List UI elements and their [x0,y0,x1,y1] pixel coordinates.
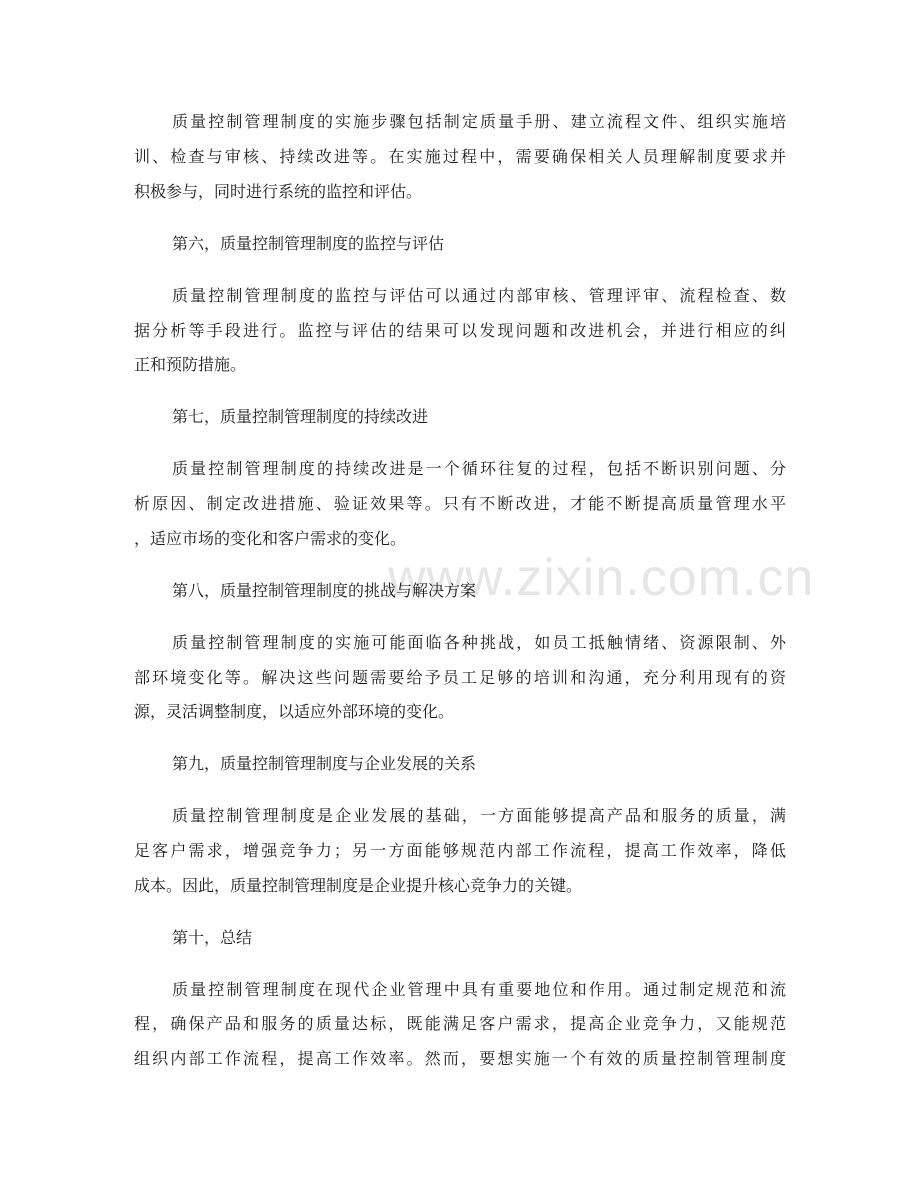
section-heading: 第七，质量控制管理制度的持续改进 [172,407,429,426]
paragraph-line: 足客户需求，增强竞争力；另一方面能够规范内部工作流程，提高工作效率，降低 [134,841,789,860]
paragraph-line: 析原因、制定改进措施、验证效果等。只有不断改进，才能不断提高质量管理水平 [134,494,789,513]
paragraph-line: 质量控制管理制度的监控与评估可以通过内部审核、管理评审、流程检查、数 [172,286,789,305]
paragraph-line: 质量控制管理制度在现代企业管理中具有重要地位和作用。通过制定规范和流 [172,980,789,999]
paragraph-line: 部环境变化等。解决这些问题需要给予员工足够的培训和沟通，充分利用现有的资 [134,668,789,687]
paragraph-line: 正和预防措施。 [134,355,247,374]
paragraph-line: 质量控制管理制度的实施步骤包括制定质量手册、建立流程文件、组织实施培 [172,112,789,131]
paragraph-line: 质量控制管理制度的实施可能面临各种挑战，如员工抵触情绪、资源限制、外 [172,633,789,652]
section-heading: 第十，总结 [172,928,253,947]
section-heading: 第八，质量控制管理制度的挑战与解决方案 [172,581,477,600]
paragraph-line: 组织内部工作流程，提高工作效率。然而，要想实施一个有效的质量控制管理制度 [134,1049,789,1068]
watermark: www.zixin.com.cn [388,549,815,607]
paragraph-line: 质量控制管理制度的持续改进是一个循环往复的过程，包括不断识别问题、分 [172,459,789,478]
paragraph-line: 质量控制管理制度是企业发展的基础，一方面能够提高产品和服务的质量，满 [172,806,789,825]
paragraph-line: 据分析等手段进行。监控与评估的结果可以发现问题和改进机会，并进行相应的纠 [134,321,789,340]
section-heading: 第九，质量控制管理制度与企业发展的关系 [172,754,477,773]
section-heading: 第六，质量控制管理制度的监控与评估 [172,234,445,253]
paragraph-line: 程，确保产品和服务的质量达标，既能满足客户需求，提高企业竞争力，又能规范 [134,1014,789,1033]
paragraph-line: 积极参与，同时进行系统的监控和评估。 [134,182,423,201]
paragraph-line: 源，灵活调整制度，以适应外部环境的变化。 [134,702,455,721]
paragraph-line: ，适应市场的变化和客户需求的变化。 [134,529,407,548]
paragraph-line: 成本。因此，质量控制管理制度是企业提升核心竞争力的关键。 [134,876,583,895]
paragraph-line: 训、检查与审核、持续改进等。在实施过程中，需要确保相关人员理解制度要求并 [134,147,789,166]
